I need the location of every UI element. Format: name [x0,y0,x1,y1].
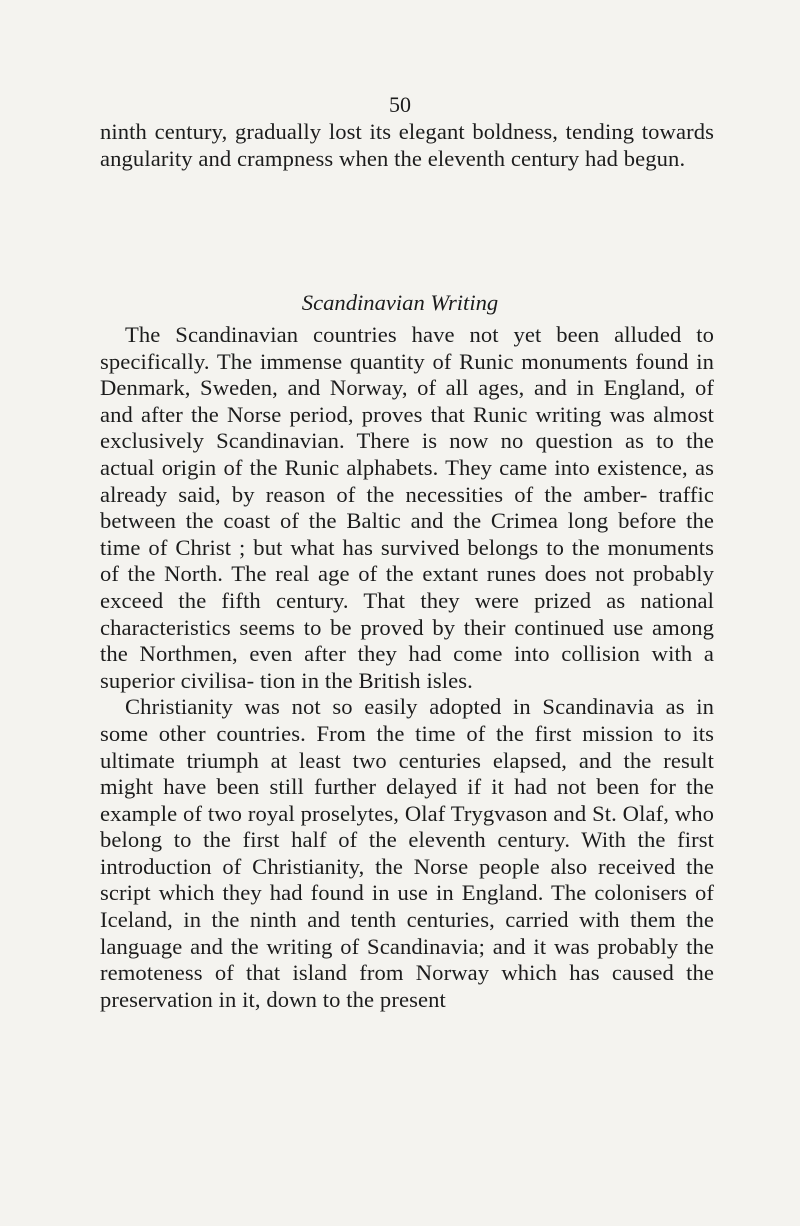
text-line: traffic between the coast of the Baltic and the Crimea long [100,481,714,534]
text-line: century had begun. [510,145,686,171]
text-line: Christianity, the Norse people also received the script which [100,853,715,906]
text-line: ninth century, gradually lost its elegant boldness, tending [100,119,635,144]
text-line: towards angularity and crampness when the eleventh [100,119,715,171]
text-line: There is now no question as to the actual origin [100,428,714,480]
text-line: elapsed, and the result might have been still further delayed [100,747,715,800]
text-line: they had found in use in England. The colonisers of [222,880,715,906]
text-line: proved by their continued use among the Northmen, even [100,614,715,667]
text-line: of the eleventh century. With the first introduction of [100,827,715,879]
text-line: tion in the British isles. [260,667,473,693]
paragraph-2 [100,694,714,1013]
text-line: mission to its ultimate triumph at least two centuries [100,720,714,773]
text-line: they were prized as national characteristics seems to be [100,587,715,640]
text-line: Olaf Trygvason and St. Olaf, who belong to the first half [100,800,715,853]
intro-paragraph [100,119,714,172]
paragraph-0 [100,119,714,172]
text-line: and in England, of and after the Norse period, proves [100,375,714,427]
section-body [100,322,714,1013]
text-line: Christianity was not so easily adopted in Scandinavia [125,694,654,720]
text-line: The Scandinavian countries have not yet been alluded to [125,322,714,347]
page-number: 50 [389,92,411,117]
text-line: that Runic writing was almost exclusively Scandinavian. [100,401,714,454]
section-heading: Scandinavian Writing [301,290,499,315]
text-line: if it had not been for the example of two royal proselytes, [100,774,714,826]
text-line: as in some other countries. From the time of the first [100,694,715,746]
text-line: after they had come into collision with a superior civilisa- [100,641,715,693]
text-line: already said, by reason of the necessities of the amber- [100,481,648,507]
text-line: Iceland, in the ninth and tenth centuries, carried with [100,907,620,933]
text-line: was probably the remoteness of that island from Norway [100,933,714,986]
text-line: which has caused the preservation in it, down to the present [100,960,714,1012]
text-line: specifically. The immense quantity of Runic monuments [100,348,628,374]
text-line: of the Runic alphabets. They came into existence, as [223,454,715,480]
paragraph-1 [100,322,714,694]
text-line: before the time of Christ ; but what has survived belongs [100,508,715,560]
text-line: them the language and the writing of Scandinavia; and it [100,907,714,959]
text-line: found in Denmark, Sweden, and Norway, of all ages, [100,348,715,401]
text-line: to the monuments of the North. The real age of the extant [100,534,714,587]
text-line: runes does not probably exceed the fifth century. That [100,561,714,613]
